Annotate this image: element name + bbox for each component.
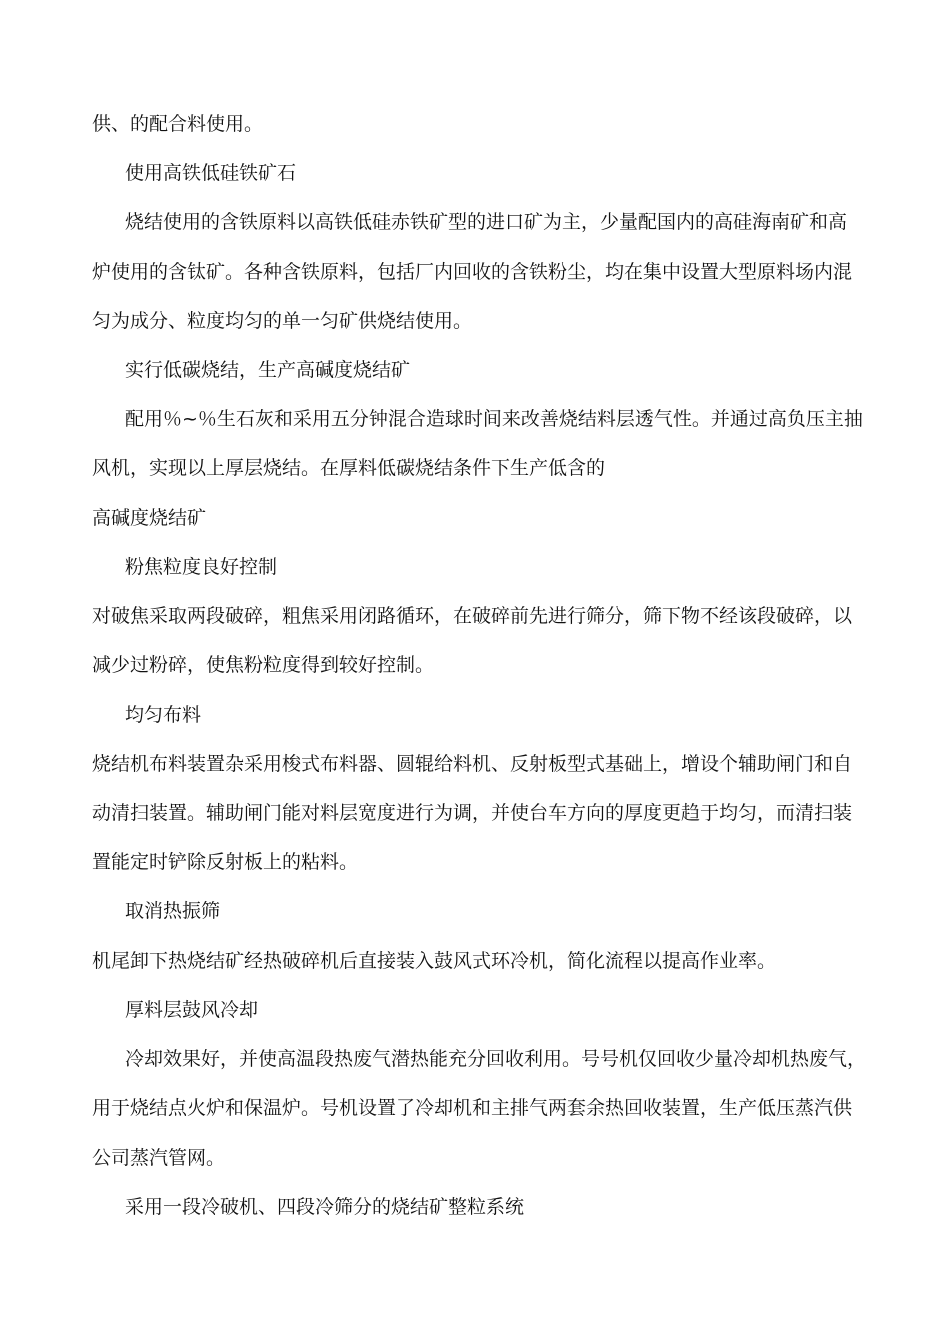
text-line: 置能定时铲除反射板上的粘料。 — [92, 851, 359, 873]
text-line: 减少过粉碎，使焦粉粒度得到较好控制。 — [92, 654, 435, 676]
text-line: 公司蒸汽管网。 — [92, 1147, 226, 1169]
text-line: 炉使用的含钛矿。各种含铁原料，包括厂内回收的含铁粉尘，均在集中设置大型原料场内混 — [92, 261, 853, 283]
text-line: 对破焦采取两段破碎，粗焦采用闭路循环，在破碎前先进行筛分，筛下物不经该段破碎，以 — [92, 605, 853, 627]
section-heading: 均匀布料 — [125, 704, 202, 726]
text-line: 用于烧结点火炉和保温炉。号机设置了冷却机和主排气两套余热回收装置，生产低压蒸汽供 — [92, 1097, 853, 1119]
text-line: 动清扫装置。辅助闸门能对料层宽度进行为调，并使台车方向的厚度更趋于均匀，而清扫装 — [92, 802, 853, 824]
section-heading: 采用一段冷破机、四段冷筛分的烧结矿整粒系统 — [125, 1196, 525, 1218]
text-line: 供、的配合料使用。 — [92, 113, 264, 135]
text-line: 高碱度烧结矿 — [92, 507, 207, 529]
text-line: 匀为成分、粒度均匀的单一匀矿供烧结使用。 — [92, 310, 473, 332]
text-line: 烧结使用的含铁原料以高铁低硅赤铁矿型的进口矿为主，少量配国内的高硅海南矿和高 — [125, 211, 848, 233]
text-line: 配用％~％生石灰和采用五分钟混合造球时间来改善烧结料层透气性。并通过高负压主抽 — [125, 408, 863, 430]
text-line: 风机，实现以上厚层烧结。在厚料低碳烧结条件下生产低含的 — [92, 457, 606, 479]
section-heading: 使用高铁低硅铁矿石 — [125, 162, 297, 184]
section-heading: 实行低碳烧结，生产高碱度烧结矿 — [125, 359, 411, 381]
text-line: 机尾卸下热烧结矿经热破碎机后直接装入鼓风式环冷机，简化流程以提高作业率。 — [92, 950, 777, 972]
section-heading: 取消热振筛 — [125, 900, 221, 922]
text-line: 冷却效果好，并使高温段热废气潜热能充分回收利用。号号机仅回收少量冷却机热废气， — [125, 1048, 867, 1070]
section-heading: 粉焦粒度良好控制 — [125, 556, 278, 578]
section-heading: 厚料层鼓风冷却 — [125, 999, 259, 1021]
text-line: 烧结机布料装置杂采用梭式布料器、圆辊给料机、反射板型式基础上，增设个辅助闸门和自 — [92, 753, 853, 775]
